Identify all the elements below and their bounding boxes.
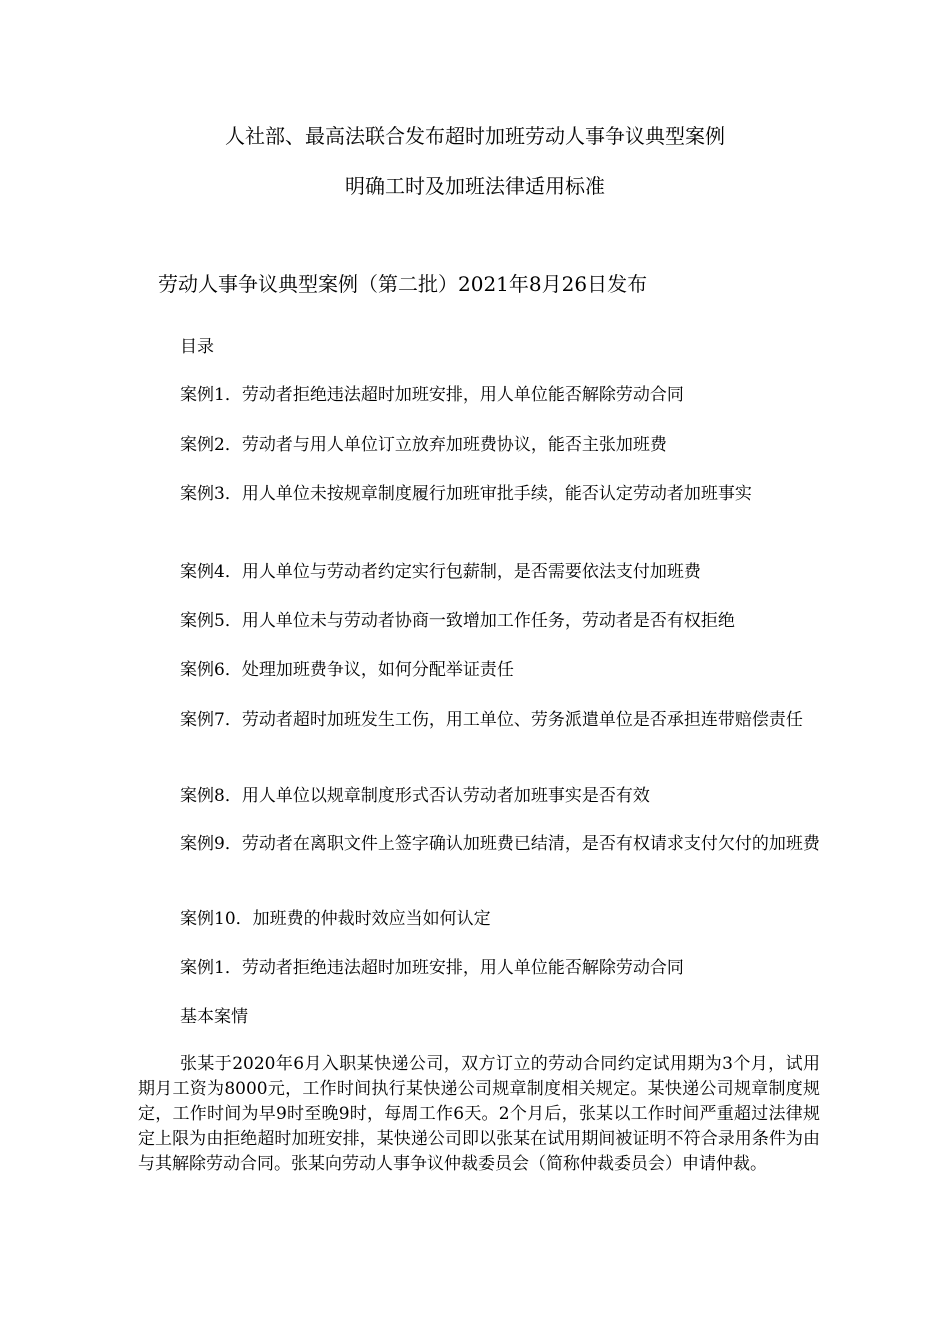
toc-item-6: 案例6．处理加班费争议，如何分配举证责任 bbox=[180, 660, 514, 680]
toc-item-8: 案例8．用人单位以规章制度形式否认劳动者加班事实是否有效 bbox=[180, 786, 650, 806]
toc-item-2: 案例2．劳动者与用人单位订立放弃加班费协议，能否主张加班费 bbox=[180, 435, 667, 455]
toc-item-7: 案例7．劳动者超时加班发生工伤，用工单位、劳务派遣单位是否承担连带赔偿责任 bbox=[180, 710, 803, 730]
toc-item-1: 案例1．劳动者拒绝违法超时加班安排，用人单位能否解除劳动合同 bbox=[180, 385, 684, 405]
document-title-line-1: 人社部、最高法联合发布超时加班劳动人事争议典型案例 bbox=[225, 124, 725, 148]
basic-facts-heading: 基本案情 bbox=[180, 1007, 248, 1027]
document-subtitle: 劳动人事争议典型案例（第二批）2021年8月26日发布 bbox=[158, 272, 648, 296]
toc-heading: 目录 bbox=[180, 337, 214, 357]
basic-facts-paragraph: 张某于2020年6月入职某快递公司，双方订立的劳动合同约定试用期为3个月，试用期月工资为8000元，工作时间执行某快递公司规章制度相关规定。某快递公司规章制度规定，工作时间为早9时至晚9时，每周工作6天。2个月后，张某以工作时间严重超过法律规定上限为由拒绝超时加班安排，某快递公司即以张某在试用期间被证明不符合录用条件为由与其解除劳动合同。张某向劳动人事争议仲裁委员会（简称仲裁委员会）申请仲裁。 bbox=[138, 1054, 820, 1174]
document-title-line-2: 明确工时及加班法律适用标准 bbox=[345, 174, 605, 198]
toc-item-9: 案例9．劳动者在离职文件上签字确认加班费已结清，是否有权请求支付欠付的加班费 bbox=[180, 834, 820, 854]
toc-item-10: 案例10．加班费的仲裁时效应当如何认定 bbox=[180, 909, 491, 929]
toc-item-4: 案例4．用人单位与劳动者约定实行包薪制，是否需要依法支付加班费 bbox=[180, 562, 701, 582]
case-1-heading: 案例1．劳动者拒绝违法超时加班安排，用人单位能否解除劳动合同 bbox=[180, 958, 684, 978]
toc-item-5: 案例5．用人单位未与劳动者协商一致增加工作任务，劳动者是否有权拒绝 bbox=[180, 611, 735, 631]
toc-item-3: 案例3．用人单位未按规章制度履行加班审批手续，能否认定劳动者加班事实 bbox=[180, 484, 752, 504]
